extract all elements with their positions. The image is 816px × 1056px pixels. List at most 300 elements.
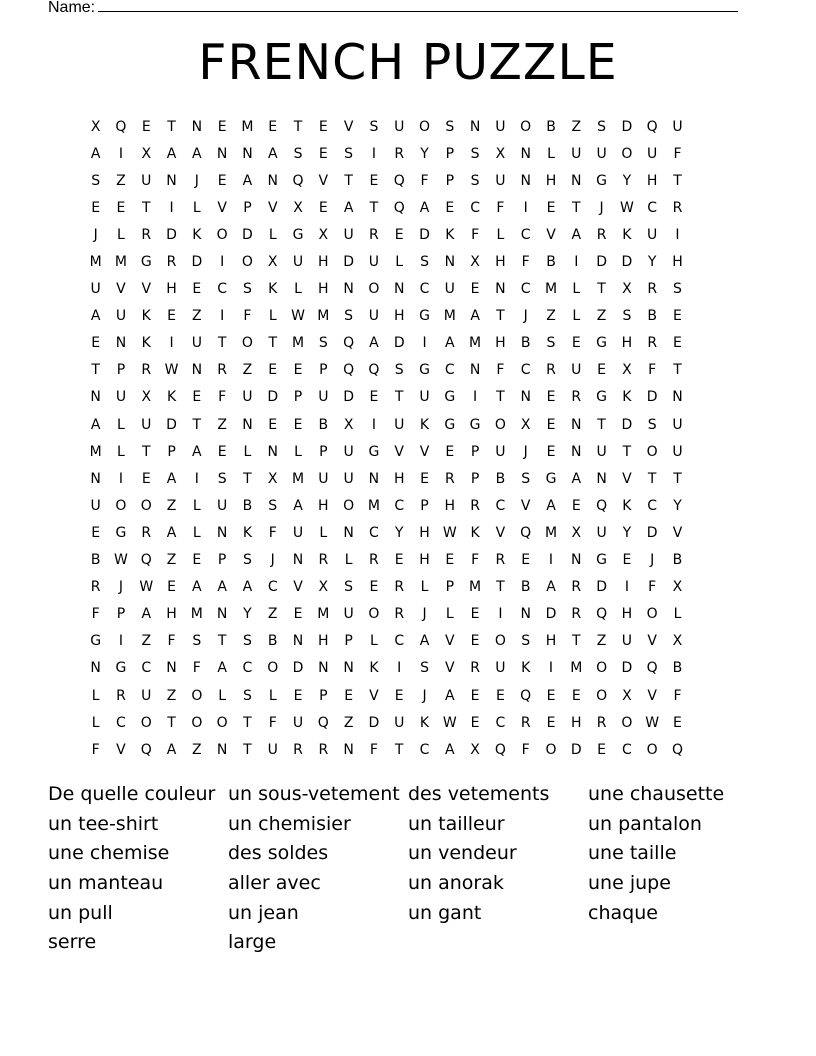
grid-letter: U <box>596 145 607 162</box>
grid-letter: N <box>216 741 228 758</box>
grid-letter: X <box>318 226 329 243</box>
grid-letter: N <box>495 281 506 298</box>
grid-letter: Z <box>192 308 202 325</box>
grid-letter: V <box>445 633 455 650</box>
grid-letter: Z <box>166 552 177 569</box>
grid-letter: F <box>268 714 277 731</box>
grid-letter: Z <box>116 172 126 189</box>
grid-letter: Q <box>317 714 329 731</box>
grid-letter: S <box>242 281 252 298</box>
grid-row <box>83 167 690 194</box>
grid-letter: Y <box>673 497 682 514</box>
grid-letter: D <box>596 254 607 271</box>
grid-letter: D <box>621 416 633 433</box>
grid-letter: V <box>445 660 455 677</box>
grid-letter: R <box>369 226 379 243</box>
grid-letter: N <box>90 389 101 406</box>
grid-letter: A <box>217 579 227 596</box>
grid-letter: E <box>394 226 404 243</box>
grid-letter: M <box>544 524 558 541</box>
grid-letter: Y <box>243 606 252 623</box>
grid-row <box>83 303 690 330</box>
grid-letter: Z <box>596 633 607 650</box>
grid-letter: E <box>293 606 303 623</box>
grid-letter: L <box>268 308 277 325</box>
grid-letter: I <box>624 579 629 596</box>
grid-letter: N <box>216 606 228 623</box>
word-list-item: un tailleur <box>408 812 505 835</box>
grid-letter: B <box>546 254 556 271</box>
grid-letter: A <box>546 497 556 514</box>
grid-letter: U <box>495 443 506 460</box>
grid-letter: X <box>672 633 683 650</box>
grid-letter: U <box>368 308 380 325</box>
grid-letter: S <box>242 633 252 650</box>
grid-letter: W <box>442 714 457 731</box>
grid-letter: D <box>621 254 633 271</box>
grid-letter: U <box>141 687 152 704</box>
grid-letter: S <box>344 145 354 162</box>
grid-letter: R <box>369 552 379 569</box>
grid-letter: H <box>495 254 506 271</box>
grid-letter: D <box>267 389 279 406</box>
grid-letter: B <box>495 470 506 487</box>
grid-letter: E <box>369 389 379 406</box>
grid-letter: U <box>394 118 405 135</box>
word-list-item: des soldes <box>228 842 329 865</box>
grid-row <box>83 438 690 465</box>
grid-letter: A <box>445 335 455 352</box>
grid-letter: R <box>495 552 506 569</box>
grid-letter: L <box>572 308 581 325</box>
grid-letter: C <box>141 660 152 677</box>
word-list-item: un manteau <box>48 872 164 895</box>
grid-letter: A <box>166 741 177 758</box>
grid-letter: I <box>118 470 124 487</box>
grid-letter: E <box>192 281 202 298</box>
grid-letter: Y <box>622 172 632 189</box>
grid-letter: T <box>572 199 581 216</box>
grid-letter: L <box>117 443 125 460</box>
grid-letter: V <box>419 443 430 460</box>
grid-letter: W <box>139 579 154 596</box>
grid-letter: Q <box>393 199 405 216</box>
grid-letter: T <box>673 362 682 379</box>
grid-letter: U <box>495 660 506 677</box>
grid-letter: O <box>646 443 658 460</box>
grid-letter: G <box>596 389 608 406</box>
grid-letter: E <box>546 443 556 460</box>
grid-letter: C <box>394 497 405 514</box>
grid-letter: I <box>371 145 376 162</box>
grid-letter: H <box>318 633 329 650</box>
grid-letter: A <box>192 443 202 460</box>
grid-letter: R <box>394 145 405 162</box>
grid-letter: P <box>167 443 176 460</box>
grid-letter: I <box>118 633 124 650</box>
grid-letter: A <box>470 308 480 325</box>
grid-letter: Q <box>292 172 304 189</box>
grid-letter: O <box>418 118 431 135</box>
grid-letter: N <box>166 660 177 677</box>
grid-letter: P <box>319 443 328 460</box>
grid-letter: V <box>369 687 379 704</box>
grid-letter: H <box>419 552 430 569</box>
grid-letter: H <box>621 606 633 623</box>
grid-letter: E <box>420 470 429 487</box>
grid-letter: H <box>545 172 557 189</box>
grid-letter: K <box>166 389 177 406</box>
grid-letter: C <box>647 497 658 514</box>
grid-letter: J <box>270 552 275 569</box>
grid-letter: N <box>115 335 127 352</box>
grid-letter: T <box>496 579 505 596</box>
grid-letter: Q <box>520 524 532 541</box>
grid-row <box>83 519 690 546</box>
grid-letter: H <box>495 335 506 352</box>
grid-letter: N <box>267 172 278 189</box>
grid-letter: J <box>194 172 199 189</box>
grid-letter: U <box>141 172 152 189</box>
grid-letter: L <box>496 226 505 243</box>
grid-letter: G <box>368 443 380 460</box>
grid-letter: V <box>217 199 227 216</box>
grid-letter: A <box>192 145 202 162</box>
grid-letter: Z <box>217 416 227 433</box>
grid-letter: Q <box>393 172 405 189</box>
grid-letter: Z <box>166 687 177 704</box>
grid-letter: T <box>243 470 252 487</box>
grid-letter: P <box>445 145 455 162</box>
grid-letter: O <box>596 660 608 677</box>
grid-letter: A <box>445 687 455 704</box>
grid-letter: Q <box>671 741 683 758</box>
word-list-item: des vetements <box>408 783 550 805</box>
grid-letter: I <box>220 308 225 325</box>
grid-letter: E <box>268 118 278 135</box>
grid-letter: Z <box>343 714 354 731</box>
grid-letter: X <box>141 389 152 406</box>
grid-letter: F <box>648 362 657 379</box>
grid-letter: A <box>90 416 101 433</box>
grid-letter: M <box>544 281 558 298</box>
grid-letter: C <box>444 362 455 379</box>
grid-letter: G <box>596 335 608 352</box>
grid-letter: L <box>572 281 581 298</box>
grid-letter: O <box>343 497 355 514</box>
grid-letter: B <box>520 335 531 352</box>
grid-letter: S <box>217 470 227 487</box>
grid-letter: N <box>469 362 481 379</box>
grid-letter: B <box>672 552 683 569</box>
grid-letter: E <box>293 687 303 704</box>
grid-letter: N <box>191 362 203 379</box>
grid-letter: N <box>216 145 228 162</box>
grid-letter: X <box>293 199 303 216</box>
grid-letter: E <box>597 741 607 758</box>
grid-letter: A <box>343 199 354 216</box>
grid-letter: K <box>369 660 379 677</box>
grid-letter: E <box>394 552 404 569</box>
grid-letter: H <box>545 633 557 650</box>
grid-letter: R <box>571 389 582 406</box>
grid-row <box>83 574 690 601</box>
grid-letter: R <box>571 606 582 623</box>
grid-letter: X <box>141 145 152 162</box>
grid-letter: O <box>646 741 658 758</box>
grid-letter: L <box>370 633 378 650</box>
grid-letter: O <box>621 714 633 731</box>
grid-letter: S <box>268 497 278 514</box>
grid-letter: T <box>673 172 682 189</box>
grid-letter: K <box>622 226 632 243</box>
grid-letter: E <box>673 335 682 352</box>
grid-letter: H <box>166 281 177 298</box>
grid-letter: R <box>394 606 405 623</box>
grid-letter: H <box>393 470 405 487</box>
grid-letter: C <box>419 281 430 298</box>
grid-letter: B <box>318 416 329 433</box>
grid-letter: H <box>621 335 633 352</box>
grid-letter: R <box>647 335 658 352</box>
grid-letter: P <box>470 443 480 460</box>
grid-letter: I <box>675 226 680 243</box>
grid-letter: X <box>343 416 354 433</box>
grid-letter: R <box>116 687 126 704</box>
grid-letter: S <box>470 145 480 162</box>
grid-letter: N <box>571 172 582 189</box>
grid-letter: I <box>371 416 376 433</box>
grid-letter: T <box>647 470 657 487</box>
grid-letter: O <box>140 714 152 731</box>
grid-letter: L <box>218 687 227 704</box>
grid-letter: K <box>622 497 632 514</box>
grid-row <box>83 113 690 140</box>
grid-letter: S <box>420 660 429 677</box>
grid-letter: X <box>90 118 101 135</box>
grid-letter: U <box>419 389 430 406</box>
grid-letter: M <box>469 579 482 596</box>
grid-letter: O <box>545 741 557 758</box>
grid-letter: X <box>622 362 632 379</box>
grid-letter: S <box>470 172 480 189</box>
grid-letter: E <box>470 687 480 704</box>
grid-letter: L <box>420 579 429 596</box>
grid-row <box>83 384 690 411</box>
grid-letter: P <box>319 362 328 379</box>
name-field <box>48 0 738 17</box>
grid-letter: C <box>647 199 658 216</box>
grid-letter: N <box>343 524 354 541</box>
grid-letter: K <box>521 660 531 677</box>
grid-letter: S <box>344 579 354 596</box>
grid-letter: O <box>241 335 253 352</box>
grid-letter: L <box>91 687 100 704</box>
grid-letter: D <box>343 389 354 406</box>
grid-letter: D <box>646 524 658 541</box>
grid-letter: H <box>318 497 329 514</box>
grid-letter: R <box>596 226 607 243</box>
grid-letter: T <box>141 443 151 460</box>
grid-letter: W <box>291 308 305 325</box>
grid-letter: O <box>368 281 380 298</box>
grid-letter: P <box>344 633 353 650</box>
grid-letter: U <box>292 714 304 731</box>
grid-letter: M <box>469 335 482 352</box>
grid-letter: S <box>344 308 354 325</box>
grid-letter: C <box>470 199 480 216</box>
grid-letter: N <box>672 389 683 406</box>
grid-letter: E <box>91 199 101 216</box>
grid-letter: M <box>570 660 583 677</box>
grid-letter: E <box>293 416 303 433</box>
word-list-item: aller avec <box>228 872 321 895</box>
grid-letter: E <box>293 362 303 379</box>
grid-letter: G <box>90 633 102 650</box>
word-list-item: un gant <box>408 901 482 924</box>
grid-letter: E <box>369 172 379 189</box>
grid-letter: P <box>445 172 455 189</box>
grid-letter: E <box>571 687 581 704</box>
grid-letter: C <box>217 281 228 298</box>
grid-letter: M <box>291 470 305 487</box>
grid-letter: N <box>596 470 607 487</box>
grid-letter: P <box>319 687 328 704</box>
grid-letter: U <box>672 416 683 433</box>
grid-letter: U <box>141 416 152 433</box>
grid-row <box>83 140 690 167</box>
grid-letter: U <box>368 254 380 271</box>
grid-letter: T <box>622 443 632 460</box>
grid-row <box>83 492 690 519</box>
grid-letter: E <box>394 687 404 704</box>
grid-letter: R <box>318 741 329 758</box>
grid-letter: U <box>343 226 354 243</box>
grid-letter: R <box>293 741 303 758</box>
grid-letter: C <box>520 362 531 379</box>
grid-letter: E <box>546 199 556 216</box>
grid-letter: S <box>242 552 252 569</box>
grid-letter: M <box>89 254 102 271</box>
grid-letter: E <box>369 579 379 596</box>
grid-row <box>83 330 690 357</box>
grid-letter: A <box>369 335 379 352</box>
grid-letter: B <box>90 552 101 569</box>
grid-letter: R <box>470 497 480 514</box>
grid-letter: N <box>343 660 354 677</box>
grid-letter: D <box>646 389 658 406</box>
grid-letter: U <box>495 118 506 135</box>
grid-letter: T <box>597 416 606 433</box>
grid-letter: F <box>268 524 277 541</box>
grid-letter: O <box>494 416 506 433</box>
grid-letter: R <box>141 226 152 243</box>
grid-letter: Z <box>596 308 607 325</box>
grid-letter: T <box>597 281 606 298</box>
grid-letter: U <box>596 524 607 541</box>
grid-letter: H <box>444 497 456 514</box>
grid-letter: E <box>546 389 556 406</box>
grid-letter: O <box>216 226 228 243</box>
grid-letter: V <box>343 118 354 135</box>
grid-letter: G <box>419 308 430 325</box>
grid-letter: S <box>293 145 303 162</box>
grid-letter: E <box>91 524 101 541</box>
grid-letter: C <box>520 226 531 243</box>
letter-grid <box>83 113 690 763</box>
grid-letter: K <box>419 416 430 433</box>
grid-letter: U <box>647 145 658 162</box>
grid-letter: L <box>243 443 252 460</box>
grid-letter: U <box>444 281 455 298</box>
grid-row <box>83 547 690 574</box>
grid-letter: U <box>571 145 582 162</box>
grid-letter: N <box>444 254 456 271</box>
grid-letter: E <box>445 552 455 569</box>
grid-letter: L <box>294 281 302 298</box>
grid-letter: T <box>394 741 404 758</box>
grid-letter: F <box>521 254 530 271</box>
grid-letter: P <box>293 389 303 406</box>
grid-letter: I <box>397 660 402 677</box>
grid-letter: E <box>673 308 682 325</box>
grid-letter: A <box>419 199 430 216</box>
grid-letter: N <box>520 145 531 162</box>
grid-letter: S <box>192 633 202 650</box>
grid-letter: Q <box>343 362 355 379</box>
grid-letter: F <box>673 145 682 162</box>
grid-letter: F <box>91 606 100 623</box>
grid-letter: I <box>118 145 124 162</box>
grid-letter: L <box>344 552 353 569</box>
grid-letter: E <box>91 335 101 352</box>
grid-letter: E <box>571 497 581 514</box>
grid-letter: U <box>647 226 658 243</box>
grid-letter: G <box>596 552 608 569</box>
grid-letter: B <box>546 118 556 135</box>
grid-letter: C <box>242 660 253 677</box>
grid-letter: H <box>646 172 658 189</box>
page-title: FRENCH PUZZLE <box>198 34 618 91</box>
grid-letter: A <box>141 606 152 623</box>
grid-letter: Y <box>622 524 632 541</box>
grid-letter: U <box>292 254 304 271</box>
grid-letter: N <box>393 281 405 298</box>
grid-letter: S <box>445 118 455 135</box>
grid-row <box>83 221 690 248</box>
grid-letter: T <box>344 172 353 189</box>
grid-letter: E <box>167 308 176 325</box>
grid-letter: E <box>192 552 202 569</box>
grid-letter: W <box>442 524 457 541</box>
grid-letter: L <box>547 145 555 162</box>
grid-letter: F <box>521 741 530 758</box>
grid-letter: Y <box>420 145 429 162</box>
grid-letter: A <box>293 497 303 514</box>
grid-letter: T <box>394 389 404 406</box>
grid-letter: R <box>394 579 405 596</box>
grid-letter: A <box>242 172 253 189</box>
grid-letter: U <box>90 281 101 298</box>
grid-letter: D <box>570 741 582 758</box>
grid-letter: E <box>344 687 354 704</box>
grid-letter: I <box>422 335 427 352</box>
grid-letter: S <box>394 362 404 379</box>
word-list-item: un pull <box>48 901 113 924</box>
grid-letter: E <box>521 552 531 569</box>
grid-letter: D <box>621 660 633 677</box>
grid-letter: L <box>192 524 201 541</box>
